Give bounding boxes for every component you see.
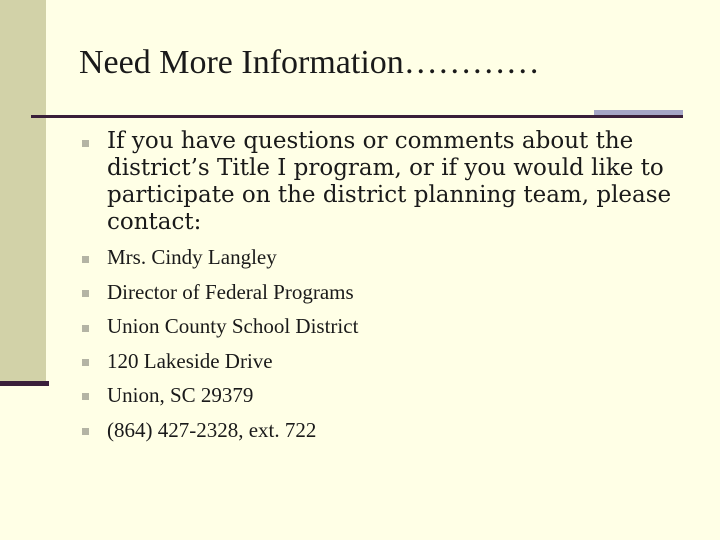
- contact-organization: Union County School District: [107, 314, 359, 338]
- contact-bullet-icon: [82, 325, 89, 332]
- contact-city: Union, SC 29379: [107, 383, 254, 407]
- contact-bullet-icon: [82, 428, 89, 435]
- contact-name: Mrs. Cindy Langley: [107, 245, 277, 269]
- intro-bullet-icon: [82, 140, 89, 147]
- contact-bullet-icon: [82, 359, 89, 366]
- contact-street: 120 Lakeside Drive: [107, 349, 273, 373]
- title-divider: [31, 115, 683, 118]
- slide-title: Need More Information…………: [79, 44, 540, 81]
- sidebar-underline: [0, 381, 49, 386]
- contact-bullet-icon: [82, 256, 89, 263]
- title-divider-accent-line: [594, 115, 683, 118]
- contact-title: Director of Federal Programs: [107, 280, 354, 304]
- sidebar-panel: [0, 0, 46, 381]
- contact-phone: (864) 427-2328, ext. 722: [107, 418, 317, 442]
- intro-paragraph: If you have questions or comments about the district’s Title I program, or if you would like to participate on the district planning team, please contact:: [107, 128, 672, 235]
- contact-bullet-icon: [82, 393, 89, 400]
- contact-bullet-icon: [82, 290, 89, 297]
